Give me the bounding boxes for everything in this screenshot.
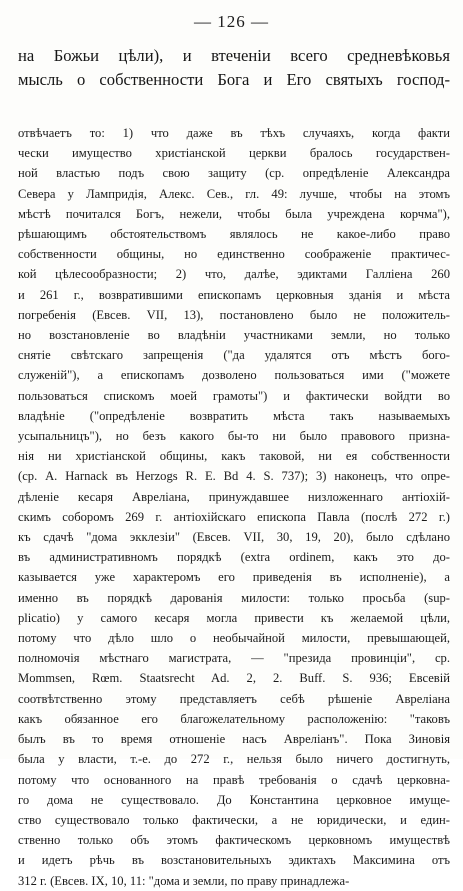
footnote-line: дѣленіе кесаря Авреліана, принуждавшее низложеннаго антіохій- xyxy=(18,489,450,504)
footnote-line: чески имущество христіанской церкви бралось государствен- xyxy=(18,146,450,161)
footnote-line: пользоваться спискомъ моей грамоты") и фактически войдти во xyxy=(18,388,450,403)
footnote-line: казывается уже характеромъ его приведенія въ исполненіе), а xyxy=(18,570,450,585)
footnote-line: именно въ порядкѣ дарованія милости: только просьба (sup- xyxy=(18,590,450,605)
footnote-line: (ср. A. Harnack въ Herzogs R. E. Bd 4. S. 737); 3) наконецъ, что опре- xyxy=(18,469,450,484)
main-text-line: на Божьи цѣли), и втеченіи всего средневѣковья xyxy=(18,46,450,65)
footnote-line: усыпальницъ"), но безъ какого бы-то ни было правового призна- xyxy=(18,429,450,444)
footnote-line: ственно только объ этомъ фактическомъ церковномъ имуществѣ xyxy=(18,833,450,848)
footnote-line: владѣніе ("опредѣленіе возвратить мѣста такъ называемыхъ xyxy=(18,408,450,423)
footnote-line: соотвѣтственно этому представляетъ себѣ рѣшеніе Авреліана xyxy=(18,691,450,706)
footnote-line: plicatio) у самого кесаря могла привести къ желаемой цѣли, xyxy=(18,610,450,625)
footnote-line: го дома не существовало. До Константина церковное имуще- xyxy=(18,792,450,807)
main-text-block xyxy=(18,44,450,92)
footnote-line: ство существовало только фактически, а не юридически, и един- xyxy=(18,812,450,827)
footnote-line: Mommsen, Rœm. Staatsrecht Ad. 2, 2. Buff. S. 936; Евсевій xyxy=(18,671,450,686)
main-text-line: мысль о собственности Бога и Его святыхъ господ- xyxy=(18,70,450,89)
footnote-line: 312 г. (Евсев. IX, 10, 11: "дома и земли, по праву принадлежа- xyxy=(18,873,350,888)
footnote-line: и идетъ рѣчь въ возстановительныхъ эдиктахъ Максимина отъ xyxy=(18,853,450,868)
footnote-line: снятіе свѣтскаго запрещенія ("да удалятся отъ мѣстъ бого- xyxy=(18,348,450,363)
footnote-line: погребенія (Евсев. VII, 13), постановлено было не положитель- xyxy=(18,307,450,322)
footnote-line: потому что основанного на правѣ требованія о сдачѣ церковна- xyxy=(18,772,450,787)
footnote-line: какъ обязанное его благожелательному расположенію: "таковъ xyxy=(18,711,450,726)
footnote-line: кой цѣлесообразности; 2) что, далѣе, эдиктами Галліена 260 xyxy=(18,267,450,282)
footnote-line: былъ въ то время отношеніе насъ Авреліанъ". Пока Зиновія xyxy=(18,732,450,747)
footnote-line: рѣшающимъ обстоятельствомъ являлось не какое-либо право xyxy=(18,227,450,242)
footnote-line: нія ни христіанской общины, какъ таковой, ни ея собственности xyxy=(18,449,450,464)
footnote-line: къ сдачѣ "дома экклезіи" (Евсев. VII, 30, 19, 20), было сдѣлано xyxy=(18,530,450,545)
footnote-block xyxy=(18,123,450,891)
footnote-line: мѣстѣ почитался Богъ, нежели, чтобы была учреждена корчма"), xyxy=(18,206,450,221)
footnote-line: скимъ соборомъ 269 г. антіохійскаго епископа Павла (послѣ 272 г.) xyxy=(18,509,450,524)
footnote-line: служеній"), а епископамъ дозволено пользоваться ими ("можете xyxy=(18,368,450,383)
footnote-line: и 261 г., возвратившими епископамъ церковныя зданія и мѣста xyxy=(18,287,450,302)
footnote-line: Севера у Лампридія, Алекс. Сев., гл. 49: лучше, чтобы на этомъ xyxy=(18,186,450,201)
footnote-line: была у власти, т.-е. до 272 г., нельзя было ничего достигнуть, xyxy=(18,752,450,767)
footnote-line: отвѣчаетъ то: 1) что даже въ тѣхъ случаяхъ, когда факти xyxy=(18,126,450,140)
footnote-line: но возстановленіе во владѣніи участниками земли, но только xyxy=(18,328,450,343)
footnote-line: потому что дѣло шло о необычайной милости, превышающей, xyxy=(18,631,450,646)
footnote-line: въ административномъ порядкѣ (extra ordinem, какъ это до- xyxy=(18,550,450,565)
page-number: — 126 — xyxy=(194,12,269,31)
footnote-line: полномочія мѣстнаго магистрата, — "презида провинціи", ср. xyxy=(18,651,450,666)
footnote-line: собственности общины, но единственно соображеніе практичес- xyxy=(18,247,450,262)
footnote-line: ной властью подъ свою защиту (ср. опредѣленіе Александра xyxy=(18,166,450,181)
